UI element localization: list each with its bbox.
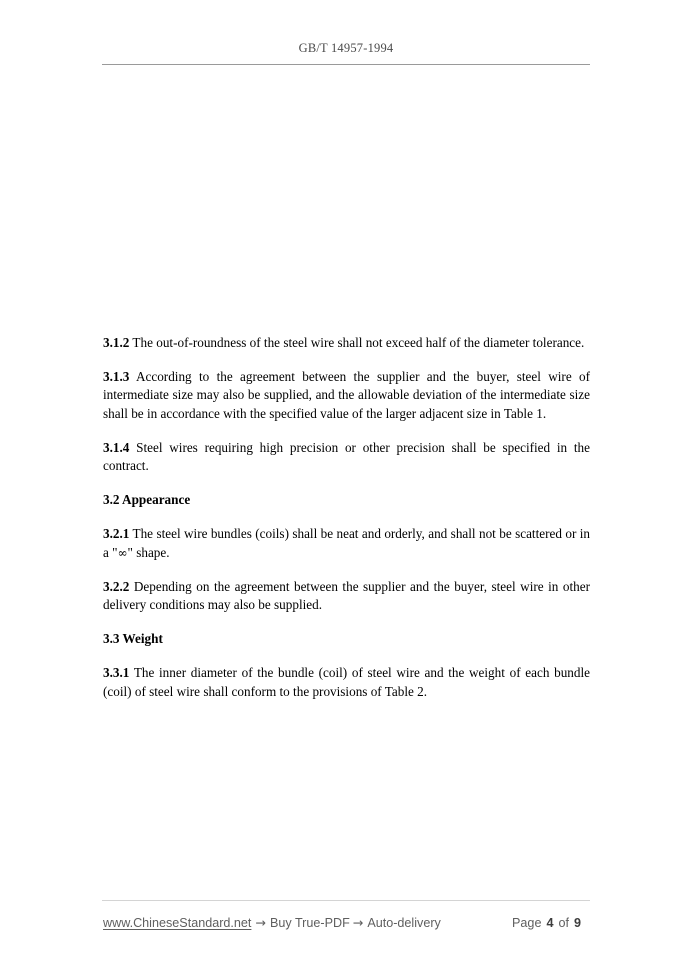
clause-paragraph [103,368,590,423]
clause-text: The inner diameter of the bundle (coil) of steel wire and the weight of each bundle (coil) of steel wire shall conform to the provisions of Table 2. [103,665,590,699]
of-label: of [558,916,569,930]
clause-number: 3.3.1 [103,665,130,681]
current-page-number: 4 [546,916,554,930]
section-heading: 3.2 Appearance [103,492,191,508]
header-divider [102,64,590,65]
page-header [102,40,590,56]
clause-text: Steel wires requiring high precision or other precision shall be specified in the contract. [103,439,590,474]
clause-number: 3.1.3 [103,369,130,385]
buy-true-pdf-label: Buy True-PDF [269,916,350,930]
clause-text: Depending on the agreement between the supplier and the buyer, steel wire in other delivery conditions may also be supplied. [103,578,590,613]
arrow-right-icon: → [255,915,266,930]
page-label: Page [512,916,542,930]
clause-number: 3.1.2 [103,335,130,350]
clause-paragraph [103,578,590,614]
clause-text-before: The steel wire bundles (coils) shall be neat and orderly, and shall not be scattered or in a " [103,526,590,560]
clause-paragraph [103,334,590,352]
clause-number: 3.2.1 [103,526,130,542]
footer-promo [103,913,443,933]
clause-text-after: " shape. [127,544,170,560]
standard-number: GB/T 14957-1994 [298,41,394,55]
page-indicator [512,913,590,933]
page-footer [103,912,590,934]
total-page-count: 9 [573,916,581,930]
clause-paragraph [103,664,590,700]
infinity-symbol: ∞ [117,545,128,560]
footer-divider [102,900,590,901]
clause-text: The out-of-roundness of the steel wire shall not exceed half of the diameter tolerance. [129,335,585,350]
clause-text: According to the agreement between the supplier and the buyer, steel wire of intermediate size may also be supplied, and the allowable deviation of the intermediate size shall be in accordance with the specified value of the larger adjacent size in Table 1. [103,369,590,421]
arrow-right-icon: → [352,915,364,930]
website-link[interactable]: www.ChineseStandard.net [103,916,252,930]
clause-number: 3.2.2 [103,578,130,594]
clause-number: 3.1.4 [103,439,130,455]
auto-delivery-label: Auto-delivery [367,916,441,930]
clause-paragraph [103,525,590,561]
section-heading: 3.3 Weight [103,631,163,647]
document-body [103,334,590,701]
clause-paragraph [103,439,590,475]
